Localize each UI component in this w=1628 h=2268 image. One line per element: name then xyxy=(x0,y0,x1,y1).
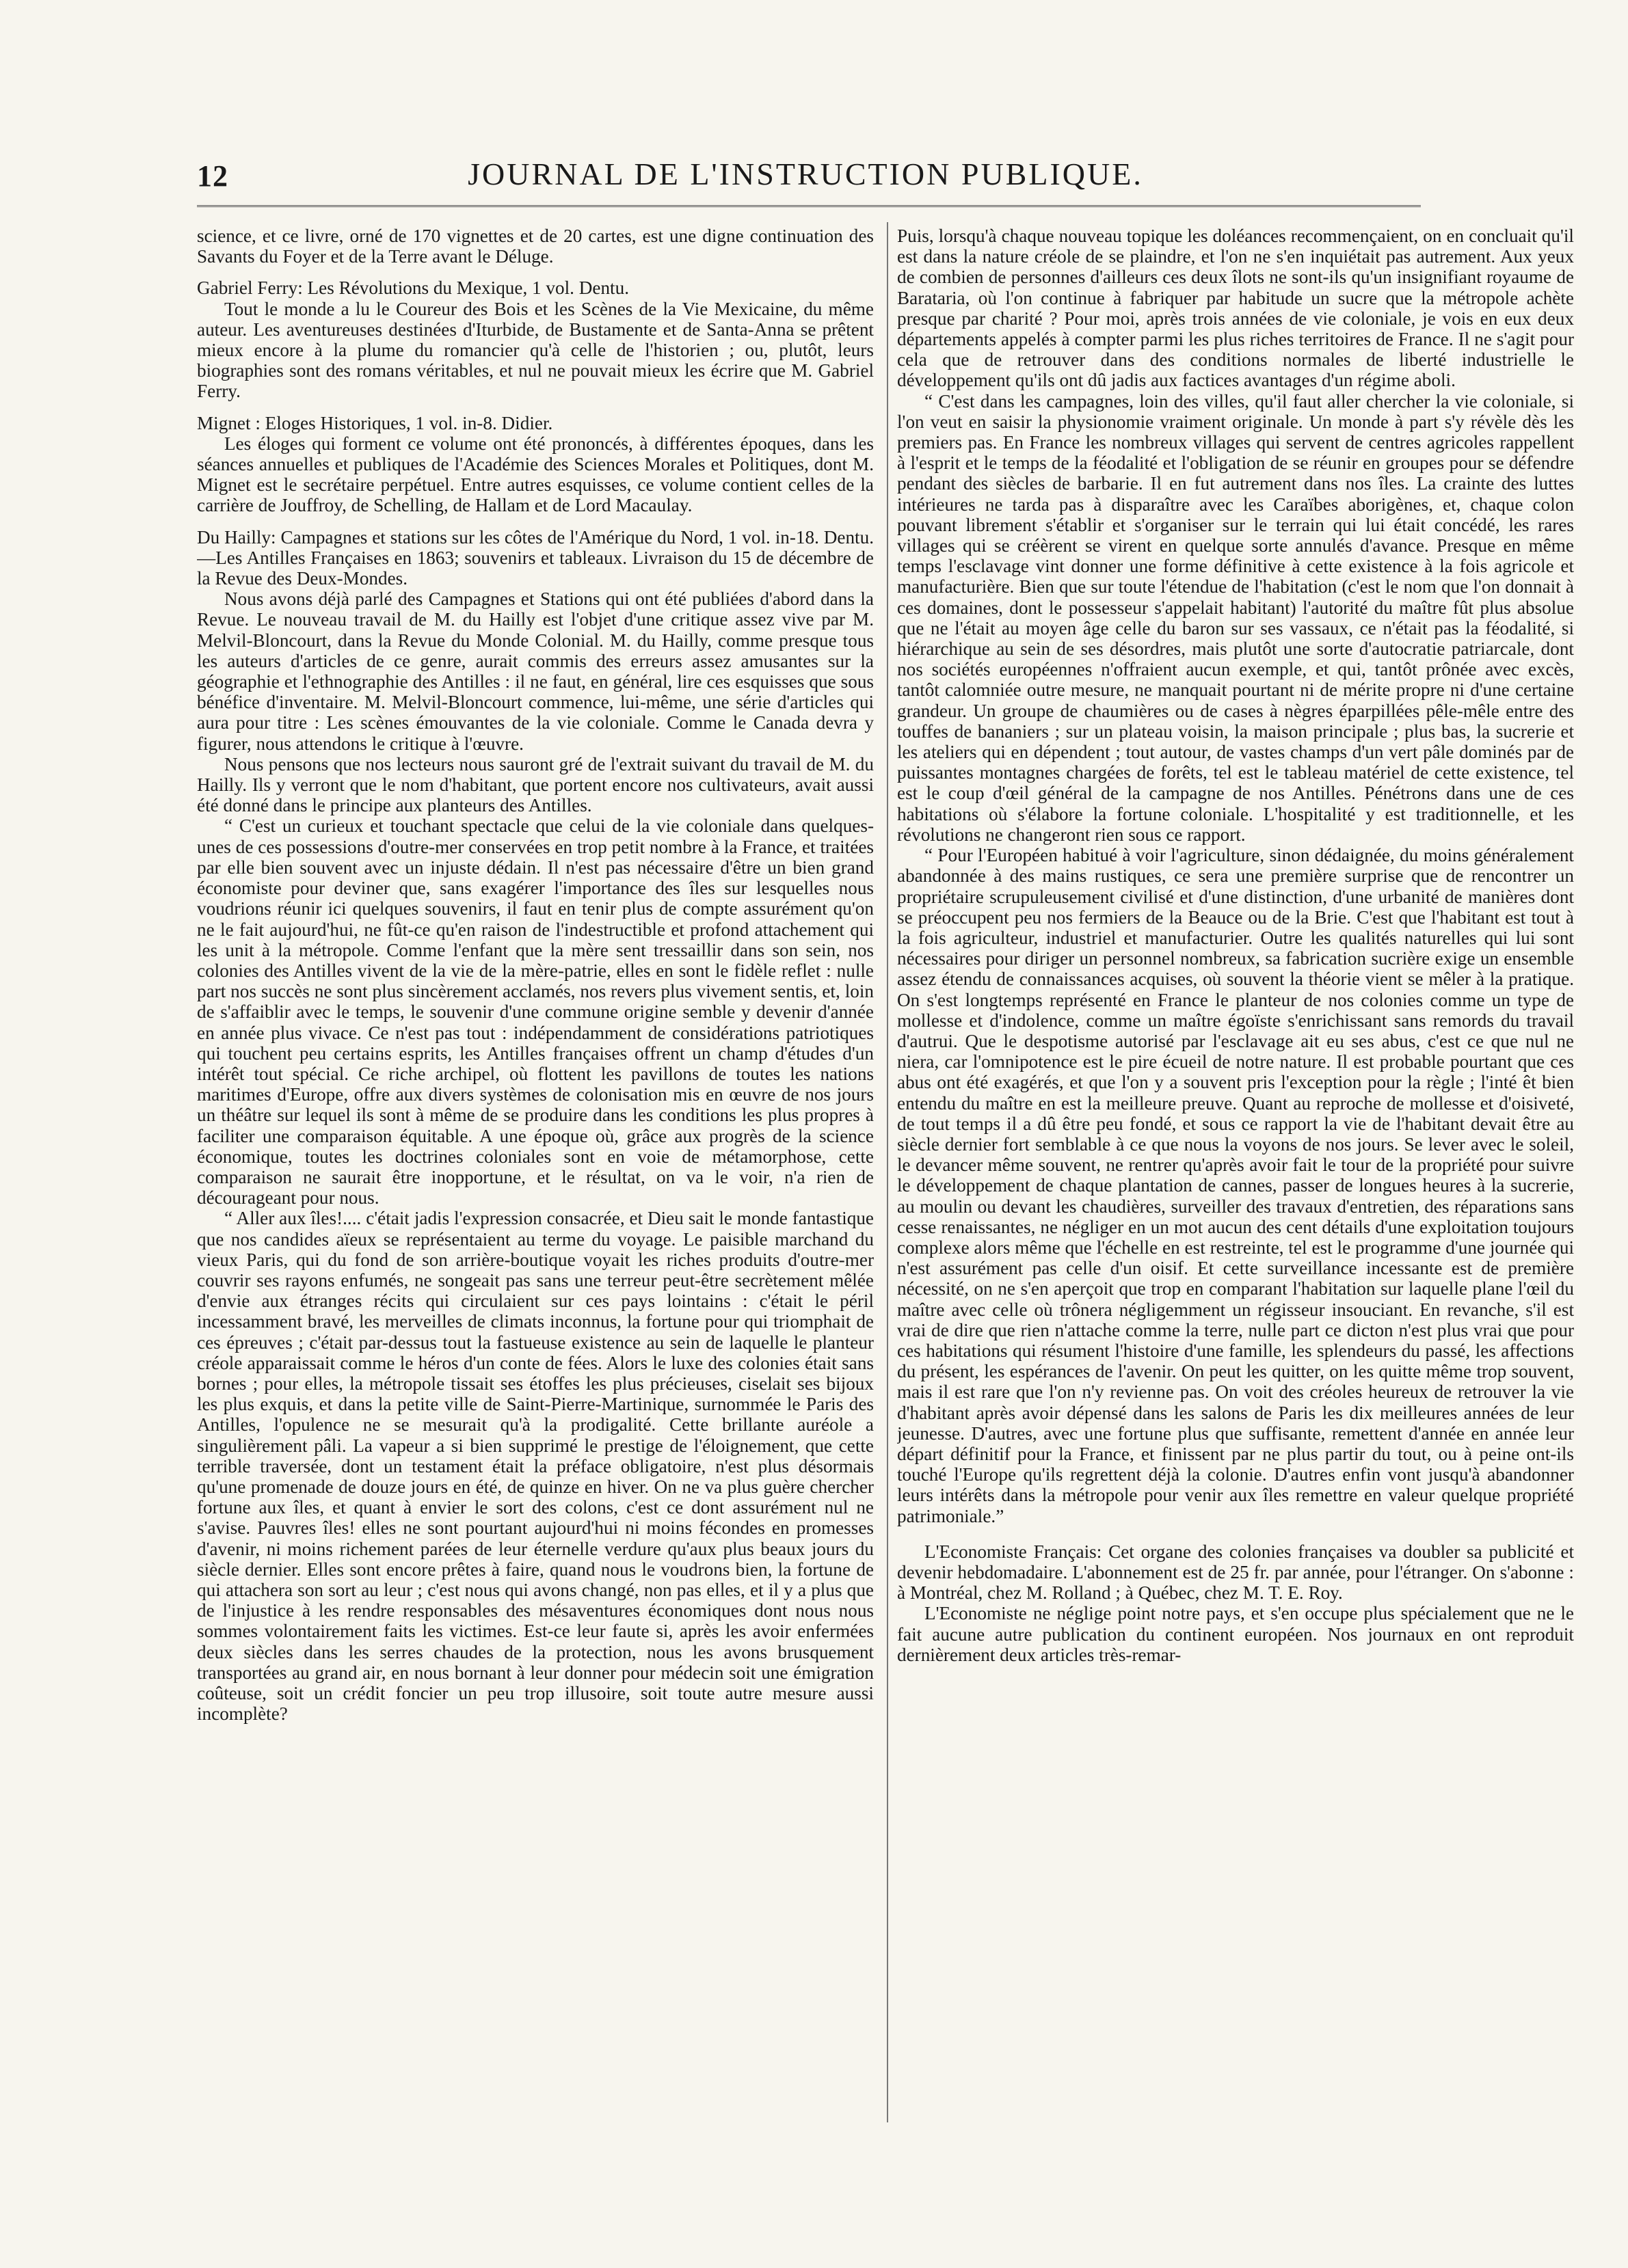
journal-title: JOURNAL DE L'INSTRUCTION PUBLIQUE. xyxy=(468,157,1143,191)
paragraph: science, et ce livre, orné de 170 vignettes et de 20 cartes, est une digne continuation des Savants du Foyer et de la Terre avant le Déluge. xyxy=(197,226,874,267)
quote-paragraph: “ Pour l'Européen habitué à voir l'agriculture, sinon dédaignée, du moins généralement abandonnée à des mains rustiques, ce sera une première surprise que de rencontrer un propriétaire scrupuleusement civilisé et d'une distinction, d'une urbanité de manières dont se préoccupent peu nos fermiers de la Beauce ou de la Brie. C'est que l'habitant est tout à la fois agriculteur, industriel et manufacturier. Outre les qualités naturelles qui lui sont nécessaires pour diriger un personnel nombreux, sa fabrication sucrière exige un ensemble assez étendu de connaissances acquises, où souvent la théorie vient se mêler à la pratique. On s'est longtemps représenté en France le planteur de nos colonies comme un type de mollesse et d'indolence, comme un maître égoïste s'enrichissant sans remords du travail d'autrui. Que le despotisme autorisé par l'esclavage ait eu ses abus, c'est ce que nul ne niera, car l'omnipotence est le pire écueil de notre nature. Il est probable pourtant que ces abus ont été exagérés, et que l'on y a souvent pris l'exception pour la règle ; l'inté êt bien entendu du maître en est la meilleure preuve. Quant au reproche de mollesse et d'oisiveté, de tout temps il a dû être peu fondé, et sous ce rapport la vie de l'habitant devait être au siècle dernier fort semblable à ce que nous la voyons de nos jours. Se lever avec le soleil, le devancer même souvent, ne rentrer qu'après avoir fait le tour de la propriété pour suivre le développement de chaque plantation de cannes, passer de longues heures à la sucrerie, au moulin ou devant les chaudières, surveiller des travaux d'entretien, des réparations sans cesse renaissantes, ne négliger en un mot aucun des cent détails d'une exploitation toujours complexe alors même que l'échelle en est restreinte, tel est le programme d'une journée qui n'est assurément pas celle d'un oisif. Et cette surveillance incessante est de première nécessité, on ne s'en aperçoit que trop en comparant l'habitation sur laquelle plane l'œil du maître avec celle où trônera négligemment un régisseur insouciant. En revanche, s'il est vrai de dire que rien n'attache comme la terre, nulle part ce dicton n'est plus vrai que pour ces habitations qui résument l'histoire d'une famille, les splendeurs du passé, les affections du présent, les espérances de l'avenir. On peut les quitter, on les quitte même trop souvent, mais il est rare que l'on n'y revienne pas. On voit des créoles heureux de retrouver la vie d'habitant après avoir dépensé dans les salons de Paris les dix meilleures années de leur jeunesse. D'autres, avec une fortune plus que suffisante, remettent d'année en année leur départ définitif pour la France, et finissent par ne plus partir du tout, ou à peine ont-ils touché l'Europe qu'ils regrettent déjà la colonie. D'autres enfin vont jusqu'à abandonner leurs intérêts dans la métropole pour venir aux îles remettre en valeur quelque propriété patrimoniale.” xyxy=(897,845,1574,1526)
paragraph: Les éloges qui forment ce volume ont été prononcés, à différentes époques, dans les séances annuelles et publiques de l'Académie des Sciences Morales et Politiques, dont M. Mignet est le secrétaire perpétuel. Entre autres esquisses, ce volume contient celles de la carrière de Jouffroy, de Schelling, de Hallam et de Lord Macaulay. xyxy=(197,433,874,516)
column-divider xyxy=(887,222,888,2122)
paragraph: L'Economiste Français: Cet organe des colonies françaises va doubler sa publicité et devenir hebdomadaire. L'abonnement est de 25 fr. par année, pour l'étranger. On s'abonne : à Montréal, chez M. Rolland ; à Québec, chez M. T. E. Roy. xyxy=(897,1541,1574,1604)
page-number: 12 xyxy=(197,159,228,193)
right-column xyxy=(897,226,1574,2126)
entry-heading-hailly: Du Hailly: Campagnes et stations sur les côtes de l'Amérique du Nord, 1 vol. in-18. Dentu.—Les Antilles Françaises en 1863; souvenirs et tableaux. Livraison du 15 de décembre de la Revue des Deux-Mondes. xyxy=(197,526,874,589)
quote-paragraph: “ C'est dans les campagnes, loin des villes, qu'il faut aller chercher la vie coloniale, si l'on veut en saisir la physionomie vraiment originale. Un monde à part s'y révèle dès les premiers pas. En France les nombreux villages qui servent de centres agricoles rappellent à l'esprit et le temps de la féodalité et l'obligation de se réunir en groupes pour se défendre pendant des siècles de barbarie. Il en fut autrement dans nos îles. La crainte des luttes intérieures ne tarda pas à disparaître avec les Caraïbes aborigènes, et, chaque colon pouvant librement s'établir et s'organiser sur le terrain qui lui était concédé, les rares villages qui se créèrent se virent en quelque sorte annulés d'avance. Presque en même temps l'esclavage vint donner une forme définitive à cette existence à la fois agricole et manufacturière. Bien que sur toute l'étendue de l'habitation (c'est le nom que l'on donnait à ces domaines, dont le possesseur s'appelait habitant) l'autorité du maître fût plus absolue que ne l'était au moyen âge celle du baron sur ses vassaux, ce n'était pas la féodalité, si hiérarchique au sein de ses désordres, mais plutôt une sorte d'autocratie patriarcale, dont nos sociétés européennes n'offraient aucun exemple, et qui, tantôt prônée avec excès, tantôt calomniée outre mesure, ne manquait pourtant ni de mérite propre ni d'une certaine grandeur. Un groupe de chaumières ou de cases à nègres éparpillées pêle-mêle entre des touffes de bananiers ; sur un plateau voisin, la maison principale ; plus bas, la sucrerie et les ateliers qui en dépendent ; tout autour, de vastes champs d'un vert pâle dominés par de puissantes montagnes chargées de forêts, tel est le tableau matériel de cette existence, tel est le coup d'œil général de la campagne de nos Antilles. Pénétrons dans une de ces habitations où s'élabore la fortune coloniale. L'hospitalité y est traditionnelle, et les révolutions ne changeront rien sous ce rapport. xyxy=(897,390,1574,845)
quote-paragraph: “ C'est un curieux et touchant spectacle que celui de la vie coloniale dans quelques-unes de ces possessions d'outre-mer conservées en trop petit nombre à la France, et traitées par elle bien souvent avec un injuste dédain. Il n'est pas nécessaire d'être un bien grand économiste pour deviner que, sans exagérer l'importance des îles sur lesquelles nous voudrions réunir ici quelques souvenirs, il faut en tenir plus de compte assurément qu'on ne le fait aujourd'hui, ne fût-ce qu'en raison de l'indestructible et profond attachement qui les unit à la métropole. Comme l'enfant que la mère sent tressaillir dans son sein, nos colonies des Antilles vivent de la vie de la mère-patrie, elles en sont le fidèle reflet : nulle part nos succès ne sont plus sincèrement acclamés, nos revers plus vivement sentis, et, loin de s'affaiblir avec le temps, le souvenir d'une commune origine semble y devenir d'année en année plus vivace. Ce n'est pas tout : indépendamment de considérations patriotiques qui touchent peu certains esprits, les Antilles françaises offrent un champ d'études d'un intérêt tout spécial. Ce riche archipel, où flottent les pavillons de toutes les nations maritimes d'Europe, offre aux divers systèmes de colonisation mis en œuvre de nos jours un théâtre sur lequel ils sont à même de se produire dans les conditions les plus propres à faciliter une comparaison équitable. A une époque où, grâce aux progrès de la science économique, toutes les doctrines coloniales sont en voie de métamorphose, cette comparaison ne saurait être inopportune, et le résultat, on va le voir, n'a rien de décourageant pour nous. xyxy=(197,815,874,1209)
paragraph: L'Economiste ne néglige point notre pays, et s'en occupe plus spécialement que ne le fait aucune autre publication du continent européen. Nos journaux en ont reproduit dernièrement deux articles très-remar- xyxy=(897,1603,1574,1665)
header-rule xyxy=(197,205,1421,207)
left-column xyxy=(197,226,874,2126)
paragraph: Tout le monde a lu le Coureur des Bois et les Scènes de la Vie Mexicaine, du même auteur. Les aventureuses destinées d'Iturbide, de Bustamente et de Santa-Anna se prêtent mieux encore à la plume du romancier qu'à celle de l'historien ; ou, plutôt, leurs biographies sont des romans véritables, et nul ne pouvait mieux les écrire que M. Gabriel Ferry. xyxy=(197,298,874,402)
paragraph: Nous avons déjà parlé des Campagnes et Stations qui ont été publiées d'abord dans la Revue. Le nouveau travail de M. du Hailly est l'objet d'une critique assez vive par M. Melvil-Bloncourt, dans la Revue du Monde Colonial. M. du Hailly, comme presque tous les auteurs d'articles de ce genre, aurait commis des erreurs assez amusantes sur la géographie et l'ethnographie des Antilles : il ne faut, en général, lire ces esquisses que sous bénéfice d'inventaire. M. Melvil-Bloncourt commence, lui-même, une série d'articles qui aura pour titre : Les scènes émouvantes de la vie coloniale. Comme le Canada devra y figurer, nous attendons le critique à l'œuvre. xyxy=(197,589,874,754)
quote-paragraph: “ Aller aux îles!.... c'était jadis l'expression consacrée, et Dieu sait le monde fantastique que nos candides aïeux se représentaient au terme du voyage. Le paisible marchand du vieux Paris, qui du fond de son arrière-boutique voyait les riches produits d'outre-mer couvrir ses rayons enfumés, ne songeait pas sans une terreur peut-être secrètement mêlée d'envie aux étranges récits qui circulaient sur ces pays lointains : c'était le péril incessamment bravé, les merveilles de climats inconnus, la fortune pour qui triomphait de ces épreuves ; c'était par-dessus tout la fastueuse existence au sein de laquelle le planteur créole apparaissait comme le héros d'un conte de fées. Alors le luxe des colonies était sans bornes ; pour elles, la métropole tissait ses étoffes les plus précieuses, ciselait ses bijoux les plus exquis, et dans la petite ville de Saint-Pierre-Martinique, surnommée le Paris des Antilles, l'opulence ne se mesurait qu'à la prodigalité. Cette brillante auréole a singulièrement pâli. La vapeur a si bien supprimé le prestige de l'éloignement, que cette terrible traversée, dont un testament était la préface obligatoire, n'est plus désormais qu'une promenade de douze jours en été, de quinze en hiver. On ne va plus guère chercher fortune aux îles, et quant à envier le sort des colons, c'est ce dont assurément nul ne s'avise. Pauvres îles! elles ne sont pourtant aujourd'hui ni moins fécondes en promesses d'avenir, ni moins richement parées de leur éternelle verdure qu'aux plus beaux jours du siècle dernier. Elles sont encore prêtes à faire, quand nous le voudrons bien, la fortune de qui attachera son sort au leur ; c'est nous qui avons changé, non pas elles, et il y a plus que de l'injustice à les rendre responsables des mésaventures économiques dont nous nous sommes volontairement faits les victimes. Est-ce leur faute si, après les avoir enfermées deux siècles dans les serres chaudes de la protection, nous les avons brusquement transportées au grand air, en nous bornant à leur donner pour médecin soit une émigration coûteuse, soit un crédit foncier un peu trop illusoire, soit toute autre mesure aussi incomplète? xyxy=(197,1208,874,1725)
page-header xyxy=(197,149,1414,204)
quote-paragraph: Puis, lorsqu'à chaque nouveau topique les doléances recommençaient, on en concluait qu'il est dans la nature créole de se plaindre, et l'on ne s'en inquiétait pas autrement. Aux yeux de combien de personnes d'ailleurs ces deux îlots ne sont-ils qu'un insignifiant royaume de Barataria, où l'on continue à fabriquer par habitude un sucre que la métropole achète presque par charité ? Pour moi, après trois années de vie coloniale, je vois en eux deux départements appelés à compter parmi les plus riches territoires de France. Il ne s'agit pour cela que de retrouver dans des conditions normales de liberté industrielle le développement qu'ils ont dû jadis aux factices avantages d'un régime aboli. xyxy=(897,226,1574,391)
paragraph: Nous pensons que nos lecteurs nous sauront gré de l'extrait suivant du travail de M. du Hailly. Ils y verront que le nom d'habitant, que portent encore nos cultivateurs, avait aussi été donné dans le principe aux planteurs des Antilles. xyxy=(197,753,874,816)
entry-heading-ferry: Gabriel Ferry: Les Révolutions du Mexique, 1 vol. Dentu. xyxy=(197,278,630,299)
entry-heading-mignet: Mignet : Eloges Historiques, 1 vol. in-8. Didier. xyxy=(197,412,553,433)
